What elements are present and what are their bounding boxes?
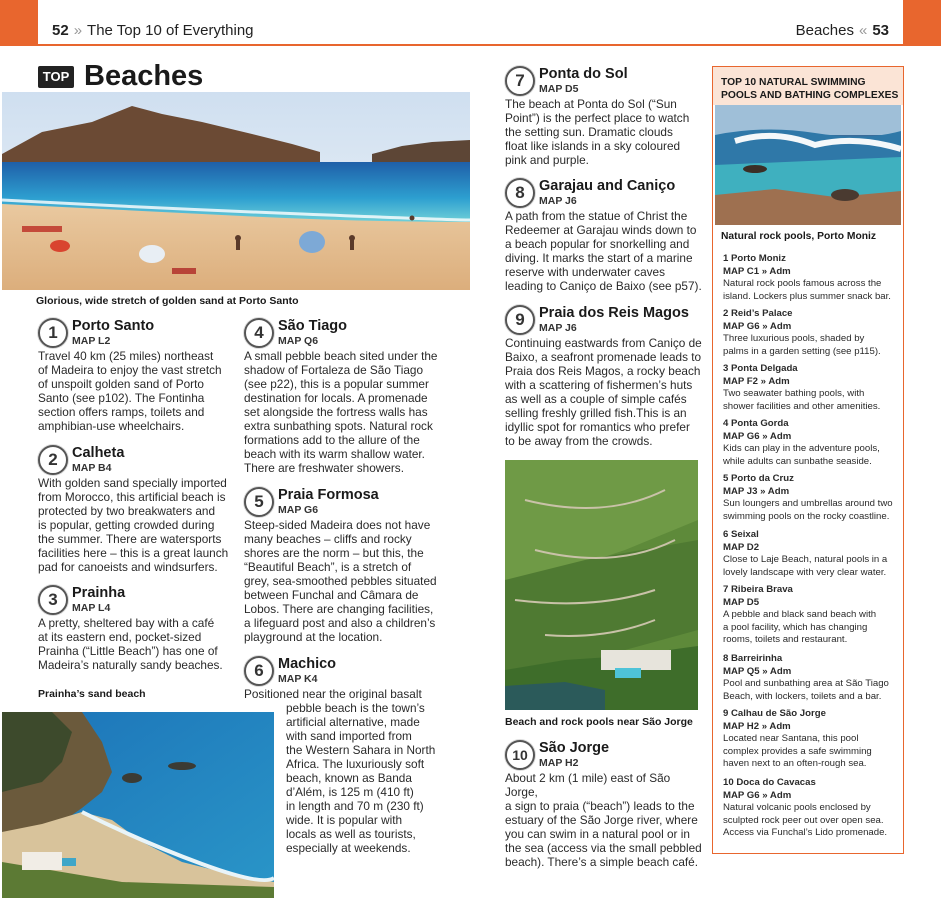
body-line: beach, known as Banda — [286, 771, 412, 785]
pool-desc-line: Natural rock pools famous across the — [723, 278, 882, 289]
left-page-number: 52 — [52, 22, 69, 39]
body-line: “Beautiful Beach”, is a stretch of — [244, 560, 412, 574]
body-line: grey, sea-smoothed pebbles situated — [244, 574, 437, 588]
top10-badge: TOP — [38, 66, 74, 88]
body-line: (see p22), this is a popular summer — [244, 377, 429, 391]
entry-title: Ponta do Sol — [539, 66, 628, 82]
entry-body — [38, 349, 238, 433]
body-line: wide. It is popular with — [286, 813, 403, 827]
porto-moniz-photo — [715, 105, 901, 225]
pool-desc-line: Beach, with lockers, toilets and a bar. — [723, 690, 882, 702]
body-line: pink and purple. — [505, 153, 589, 167]
entry-title: São Tiago — [278, 318, 348, 334]
entry-body — [505, 771, 705, 869]
pool-item — [723, 529, 901, 579]
body-line: A pretty, sheltered bay with a café — [38, 616, 215, 630]
pool-desc-line: Kids can play in the adventure pools, — [723, 443, 880, 454]
pool-item — [723, 708, 901, 771]
body-line: facilities here – this is a great launch — [38, 546, 229, 560]
entry-body — [505, 209, 705, 293]
entry-map-ref: MAP Q6 — [278, 335, 319, 347]
right-section-title: Beaches — [795, 22, 854, 39]
body-line: With golden sand specially imported — [38, 476, 227, 490]
pool-desc-line: Pool and sunbathing area at São Tiago — [723, 678, 889, 689]
body-line: beach with its warm shallow water. — [244, 447, 425, 461]
right-page-number: 53 — [872, 22, 889, 39]
body-line: at its eastern end, pocket-sized — [38, 630, 202, 644]
body-line: locals as well as tourists, — [286, 827, 416, 841]
body-line: Baixo, a seafront promenade leads to — [505, 350, 702, 364]
entry-title: Porto Santo — [72, 318, 155, 334]
entry-title: Calheta — [72, 445, 125, 461]
entry-number-badge: 5 — [244, 487, 274, 517]
body-line: idyllic spot for romantics who prefer — [505, 420, 690, 434]
entry-title: Prainha — [72, 585, 126, 601]
pool-title: 6 Seixal — [723, 529, 759, 540]
entry-map-ref: MAP L4 — [72, 602, 111, 614]
body-line: amphibian-use wheelchairs. — [38, 419, 185, 433]
body-line: between Funchal and Câmara de — [244, 588, 419, 602]
entry-title: Praia Formosa — [278, 487, 379, 503]
body-line: float like islands in a sky coloured — [505, 139, 681, 153]
body-line: Positioned near the original basalt — [244, 687, 422, 701]
pool-title: 7 Ribeira Brava — [723, 584, 793, 595]
body-line: many beaches – cliffs and rocky — [244, 532, 412, 546]
entry-map-ref: MAP B4 — [72, 462, 112, 474]
page-title: Beaches — [84, 60, 204, 92]
entry-body — [505, 336, 705, 448]
body-line: playground at the location. — [244, 630, 383, 644]
body-line: leading to Caniço de Baixo (see p57). — [505, 279, 702, 293]
body-line: beach). There’s a simple beach café. — [505, 855, 699, 869]
body-line: to be away from the crowds. — [505, 434, 653, 448]
sao-jorge-caption: Beach and rock pools near São Jorge — [505, 716, 693, 728]
pool-item — [723, 418, 901, 468]
pool-desc-line: a pool facility, which has changing — [723, 621, 868, 633]
pool-desc-line: sculpted rock peer out over open sea. — [723, 814, 884, 826]
entry-number-badge: 10 — [505, 740, 535, 770]
pool-desc-line: shower facilities and other amenities. — [723, 400, 881, 412]
pool-map-ref: MAP D2 — [723, 541, 760, 553]
sidebar-title — [721, 77, 898, 102]
entry-map-ref: MAP G6 — [278, 504, 319, 516]
entry-title: Praia dos Reis Magos — [539, 305, 689, 321]
entry-body — [505, 97, 705, 167]
prainha-photo — [2, 712, 274, 898]
body-line: estuary of the São Jorge river, where — [505, 813, 698, 827]
right-page-tab — [903, 0, 941, 44]
pool-title: 1 Porto Moniz — [723, 253, 786, 264]
pool-title: 5 Porto da Cruz — [723, 473, 794, 484]
pool-map-ref: MAP G6 » Adm — [723, 789, 792, 801]
sidebar-title-line: POOLS AND BATHING COMPLEXES — [721, 89, 899, 101]
pool-desc-line: Close to Laje Beach, natural pools in a — [723, 554, 888, 565]
pool-desc-line: A pebble and black sand beach with — [723, 609, 877, 620]
body-line: in length and 70 m (230 ft) — [286, 799, 424, 813]
pool-map-ref: MAP D5 — [723, 596, 760, 608]
entry-map-ref: MAP L2 — [72, 335, 111, 347]
pool-desc-line: rooms, toilets and restaurant. — [723, 634, 848, 645]
pool-desc-line: complex provides a safe swimming — [723, 745, 872, 757]
pool-desc-line: swimming pools on the rocky coastline. — [723, 510, 890, 522]
body-line: section offers ramps, toilets and — [38, 405, 205, 419]
entry-map-ref: MAP J6 — [539, 195, 577, 207]
entry-body — [38, 476, 238, 574]
right-arrows: « — [858, 22, 868, 39]
body-line: especially at weekends. — [286, 841, 411, 855]
pool-item — [723, 253, 901, 303]
body-line: formations add to the allure of the — [244, 433, 420, 447]
entry-body — [244, 687, 444, 855]
entry-map-ref: MAP D5 — [539, 83, 579, 95]
pool-desc-line: Natural volcanic pools enclosed by — [723, 802, 871, 813]
entry-title: São Jorge — [539, 740, 610, 756]
prainha-caption: Prainha’s sand beach — [38, 688, 146, 700]
body-line: reserve with underwater caves — [505, 265, 665, 279]
body-line: of Madeira to enjoy the vast stretch — [38, 363, 222, 377]
entry-body — [38, 616, 238, 672]
pool-map-ref: MAP J3 » Adm — [723, 485, 790, 497]
body-line: Travel 40 km (25 miles) northeast — [38, 349, 214, 363]
pool-item — [723, 584, 901, 647]
body-line: Praia dos Reis Magos, a rocky beach — [505, 364, 701, 378]
pool-title: 2 Reid’s Palace — [723, 308, 793, 319]
entry-number-badge: 2 — [38, 445, 68, 475]
entry-number-badge: 9 — [505, 305, 535, 335]
pool-desc-line: palms in a garden setting (see p115). — [723, 345, 881, 357]
body-line: destination for locals. A promenade — [244, 391, 428, 405]
hero-photo-porto-santo — [2, 92, 470, 290]
body-line: Steep-sided Madeira does not have — [244, 518, 431, 532]
body-line: from Morocco, this artificial beach is — [38, 490, 226, 504]
left-arrows: » — [73, 22, 83, 39]
pool-desc-line: while adults can sunbathe seaside. — [723, 455, 872, 467]
entry-body — [244, 518, 444, 644]
body-line: Lobos. There are changing facilities, — [244, 602, 434, 616]
entry-number-badge: 8 — [505, 178, 535, 208]
body-line: a beach popular for snorkelling and — [505, 237, 690, 251]
pool-title: 3 Ponta Delgada — [723, 363, 798, 374]
hero-caption: Glorious, wide stretch of golden sand at Porto Santo — [36, 295, 299, 307]
body-line: The beach at Ponta do Sol (“Sun — [505, 97, 677, 111]
body-line: the Western Sahara in North — [286, 743, 436, 757]
pool-item — [723, 363, 901, 413]
entry-body — [244, 349, 444, 475]
body-line: selling freshly grilled fish.This is an — [505, 406, 687, 420]
sidebar-header — [713, 67, 903, 105]
body-line: shores are the norm – but this, the — [244, 546, 424, 560]
entry-map-ref: MAP K4 — [278, 673, 318, 685]
pool-item — [723, 777, 901, 840]
entry-title: Machico — [278, 656, 337, 672]
pool-title: 10 Doca do Cavacas — [723, 777, 816, 788]
body-line: Redeemer at Garajau winds down to — [505, 223, 697, 237]
body-line: the setting sun. Dramatic clouds — [505, 125, 673, 139]
pool-map-ref: MAP H2 » Adm — [723, 720, 791, 732]
pool-desc-line: Access via Funchal’s Lido promenade. — [723, 827, 888, 838]
body-line: is popular, getting crowded during — [38, 518, 215, 532]
body-line: with a scattering of fishermen’s huts — [505, 378, 693, 392]
body-line: you can swim in a natural pool or in — [505, 827, 690, 841]
page-header — [0, 0, 941, 46]
pool-desc-line: island. Lockers plus summer snack bar. — [723, 290, 891, 302]
body-line: of unspoilt golden sand of Porto — [38, 377, 204, 391]
body-line: A small pebble beach sited under the — [244, 349, 438, 363]
pool-title: 9 Calhau de São Jorge — [723, 708, 826, 719]
body-line: pebble beach is the town’s — [286, 701, 425, 715]
left-page-tab — [0, 0, 38, 44]
body-line: Africa. The luxuriously soft — [286, 757, 425, 771]
pool-desc-line: haven next to an often-rough sea. — [723, 758, 867, 769]
entry-number-badge: 3 — [38, 585, 68, 615]
pool-map-ref: MAP F2 » Adm — [723, 375, 790, 387]
pool-map-ref: MAP C1 » Adm — [723, 265, 791, 277]
body-line: shadow of Fortaleza de São Tiago — [244, 363, 424, 377]
body-line: with sand imported from — [286, 729, 412, 743]
body-line: as well as a couple of simple cafés — [505, 392, 687, 406]
left-section-title: The Top 10 of Everything — [87, 22, 254, 39]
body-line: set alongside the fortress walls has — [244, 405, 428, 419]
pool-map-ref: MAP G6 » Adm — [723, 320, 792, 332]
right-running-head — [796, 22, 889, 39]
pool-desc-line: lovely landscape with very clear water. — [723, 566, 887, 578]
body-line: d’Além, is 125 m (410 ft) — [286, 785, 414, 799]
entry-number-badge: 1 — [38, 318, 68, 348]
body-line: the summer. There are watersports — [38, 532, 222, 546]
body-line: Point”) is the perfect place to watch — [505, 111, 690, 125]
body-line: the sea (access via the small pebbled — [505, 841, 702, 855]
pool-title: 4 Ponta Gorda — [723, 418, 789, 429]
body-line: Santo (see p102). The Fontinha — [38, 391, 205, 405]
pool-desc-line: Located near Santana, this pool — [723, 733, 859, 744]
header-rule — [0, 44, 941, 46]
body-line: There are freshwater showers. — [244, 461, 404, 475]
entry-title: Garajau and Caniço — [539, 178, 676, 194]
pool-title: 8 Barreirinha — [723, 653, 783, 664]
sidebar-photo-caption: Natural rock pools, Porto Moniz — [721, 231, 877, 242]
sao-jorge-photo — [505, 460, 698, 710]
body-line: Madeira’s naturally sandy beaches. — [38, 658, 223, 672]
pool-map-ref: MAP Q5 » Adm — [723, 665, 792, 677]
body-line: a lifeguard post and also a children’s — [244, 616, 436, 630]
entry-map-ref: MAP J6 — [539, 322, 577, 334]
entry-number-badge: 4 — [244, 318, 274, 348]
pool-desc-line: Two seawater bathing pools, with — [723, 388, 865, 399]
body-line: pad for canoeists and windsurfers. — [38, 560, 218, 574]
left-running-head — [52, 22, 254, 39]
pool-item — [723, 653, 901, 703]
body-line: Prainha (“Little Beach”) has one of — [38, 644, 218, 658]
body-line: artificial alternative, made — [286, 715, 420, 729]
body-line: diving. It marks the start of a marine — [505, 251, 693, 265]
body-line: About 2 km (1 mile) east of São Jorge, — [505, 771, 671, 799]
body-line: Continuing eastwards from Caniço de — [505, 336, 702, 350]
pool-map-ref: MAP G6 » Adm — [723, 430, 792, 442]
entry-number-badge: 7 — [505, 66, 535, 96]
entry-number-badge: 6 — [244, 656, 274, 686]
pool-item — [723, 308, 901, 358]
sidebar-title-line: TOP 10 NATURAL SWIMMING — [721, 77, 866, 88]
body-line: protected by two breakwaters and — [38, 504, 216, 518]
body-line: extra sunbathing spots. Natural rock — [244, 419, 433, 433]
entry-map-ref: MAP H2 — [539, 757, 579, 769]
pool-desc-line: Sun loungers and umbrellas around two — [723, 498, 893, 509]
body-line: a sign to praia (“beach”) leads to the — [505, 799, 695, 813]
pool-item — [723, 473, 901, 523]
pool-desc-line: Three luxurious pools, shaded by — [723, 333, 865, 344]
sidebar-swimming-pools — [712, 66, 904, 854]
body-line: A path from the statue of Christ the — [505, 209, 688, 223]
